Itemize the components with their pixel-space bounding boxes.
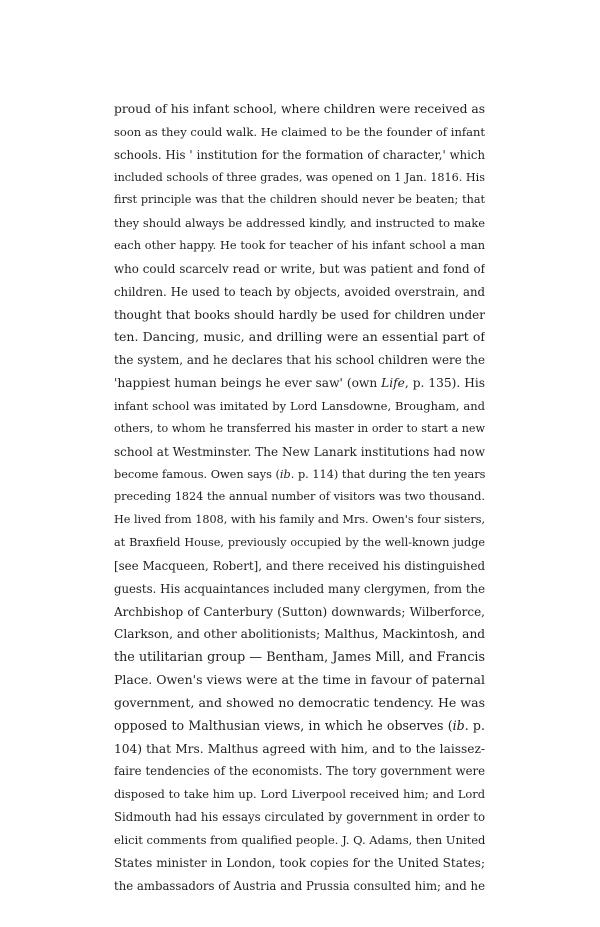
text-line: Sidmouth had his essays circulated by government in order to [114,810,485,825]
text-line: preceding 1824 the annual number of visitors was two thousand. [114,490,485,504]
text-line: faire tendencies of the economists. The tory government were [114,764,485,779]
body-text [114,98,485,898]
text-line: the ambassadors of Austria and Prussia consulted him; and he [114,878,485,893]
text-line: guests. His acquaintances included many clergymen, from the [114,581,485,596]
text-line: soon as they could walk. He claimed to be the founder of infant [114,124,485,139]
text-line: infant school was imitated by Lord Lansdowne, Brougham, and [114,398,485,413]
text-line: government, and showed no democratic tendency. He was [114,694,485,710]
text-line: included schools of three grades, was opened on 1 Jan. 1816. His [114,170,485,184]
text-line: who could scarcelv read or write, but was patient and fond of [114,261,485,276]
text-line: disposed to take him up. Lord Liverpool received him; and Lord [114,787,485,802]
text-line: become famous. Owen says (ib. p. 114) that during the ten years [114,467,485,481]
text-line: at Braxfield House, previously occupied by the well-known judge [114,536,485,550]
text-line: ten. Dancing, music, and drilling were an essential part of [114,329,485,345]
text-line: opposed to Malthusian views, in which he observes (ib. p. [114,717,485,733]
text-line: Place. Owen's views were at the time in favour of paternal [114,672,485,688]
text-line: Archbishop of Canterbury (Sutton) downwards; Wilberforce, [114,604,485,619]
text-line: 'happiest human beings he ever saw' (own Life, p. 135). His [114,376,485,391]
text-line: schools. His ' institution for the formation of character,' which [114,147,485,162]
text-line: first principle was that the children should never be beaten; that [114,193,485,207]
text-line: He lived from 1808, with his family and Mrs. Owen's four sisters, [114,513,485,527]
text-line: children. He used to teach by objects, avoided overstrain, and [114,284,485,299]
text-line: they should always be addressed kindly, and instructed to make [114,216,485,231]
text-line: thought that books should hardly be used for children under [114,307,485,322]
text-line: the utilitarian group — Bentham, James Mill, and Francis [114,649,485,665]
text-line: States minister in London, took copies for the United States; [114,855,485,870]
text-line: 104) that Mrs. Malthus agreed with him, and to the laissez- [114,741,485,756]
text-line: [see Macqueen, Robert], and there received his distinguished [114,558,485,573]
text-line: each other happy. He took for teacher of his infant school a man [114,239,485,253]
text-line: Clarkson, and other abolitionists; Malthus, Mackintosh, and [114,627,485,642]
text-line: proud of his infant school, where children were received as [114,102,485,116]
text-line: elicit comments from qualified people. J. Q. Adams, then United [114,833,485,847]
text-line: others, to whom he transferred his master in order to start a new [114,421,485,435]
text-line: school at Westminster. The New Lanark institutions had now [114,444,485,459]
text-line: the system, and he declares that his school children were the [114,353,485,368]
